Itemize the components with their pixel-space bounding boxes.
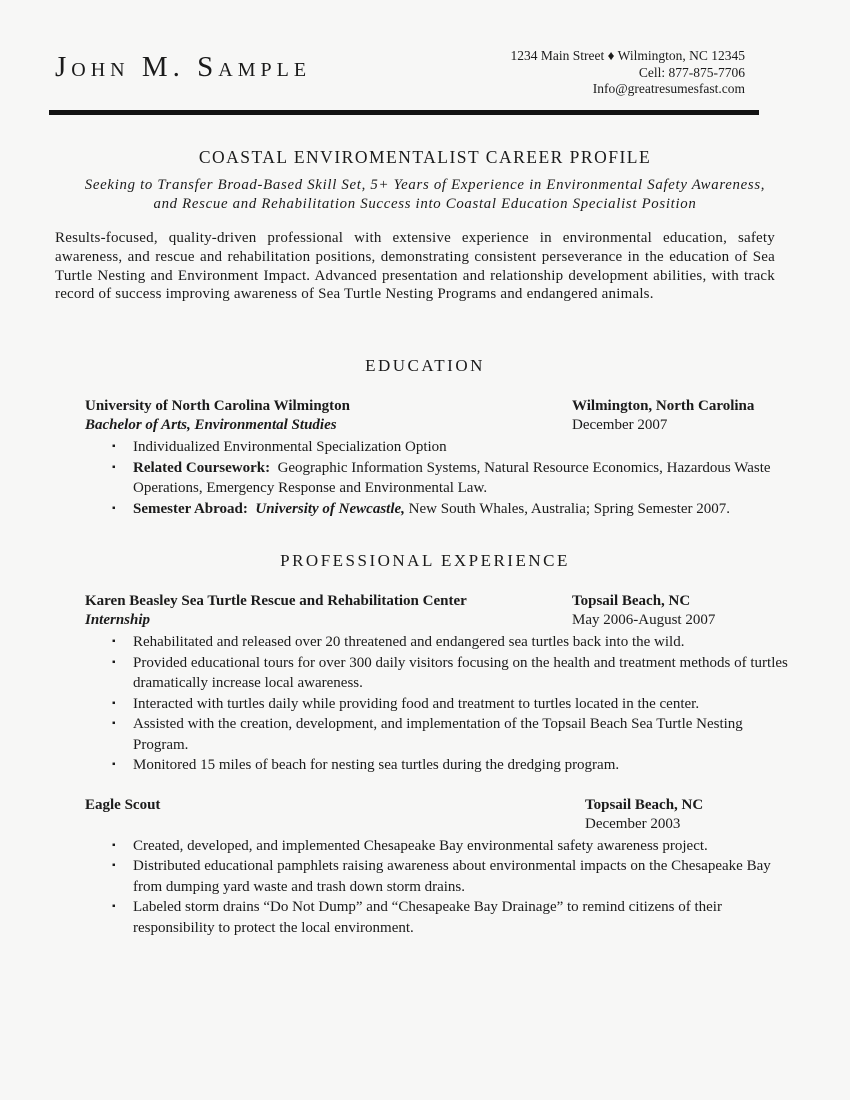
experience-date: May 2006-August 2007	[572, 612, 716, 629]
bullet-item: ▪ Rehabilitated and released over 20 threatened and endangered sea turtles back into the wild.	[110, 632, 800, 653]
contact-address: 1234 Main Street ♦ Wilmington, NC 12345	[510, 48, 745, 63]
contact-block	[511, 48, 759, 98]
experience-bullet-list	[110, 836, 800, 939]
education-bullet-list	[110, 437, 800, 519]
contact-phone: Cell: 877-875-7706	[638, 64, 745, 80]
square-bullet-icon: ▪	[112, 697, 116, 709]
profile-summary: Results-focused, quality-driven professional with extensive experience in environmental education, safety awareness, and rescue and rehabilitation positions, demonstrating consistent perseverance in the education of Sea Turtle Nesting and Environment Impact. Advanced presentation and relationship development abilities, with track record of success improving awareness of Sea Turtle Nesting Programs and endangered animals.	[55, 230, 775, 303]
header-rule	[49, 110, 759, 115]
institution-name: University of North Carolina Wilmington	[85, 398, 351, 415]
experience-entry-left	[55, 796, 585, 834]
bullet-item: ▪ Assisted with the creation, development, and implementation of the Topsail Beach Sea Turtle Nesting Program.	[112, 716, 743, 753]
bullet-item: ▪ Semester Abroad: University of Newcastle, New South Whales, Australia; Spring Semester 2007.	[110, 499, 800, 520]
experience-entry-right	[585, 796, 795, 834]
bullet-item: ▪ Provided educational tours for over 300 daily visitors focusing on the health and treatment methods of turtles dramatically increase local awareness.	[112, 654, 788, 692]
institution-location: Wilmington, North Carolina	[572, 398, 755, 415]
education-entry-left	[55, 397, 572, 435]
education-date: December 2007	[572, 417, 668, 434]
organization-location: Topsail Beach, NC	[572, 593, 691, 610]
bullet-item: ▪ Distributed educational pamphlets raising awareness about environmental impacts on the Chesapeake Bay from dumping yard waste and trash down storm drains.	[112, 858, 771, 895]
experience-bullet-list	[110, 632, 800, 776]
education-heading: EDUCATION	[365, 356, 485, 376]
square-bullet-icon: ▪	[112, 636, 116, 648]
experience-entry-head	[55, 592, 795, 630]
experience-entry-internship	[55, 592, 795, 776]
bullet-item: ▪ Created, developed, and implemented Chesapeake Bay environmental safety awareness project.	[110, 836, 800, 857]
square-bullet-icon: ▪	[112, 441, 116, 453]
education-entry-right	[572, 397, 795, 435]
square-bullet-icon: ▪	[112, 860, 116, 872]
education-entry	[55, 397, 795, 519]
square-bullet-icon: ▪	[112, 839, 116, 851]
person-name: John M. Sample	[55, 51, 312, 83]
bullet-item: ▪ Labeled storm drains “Do Not Dump” and “Chesapeake Bay Drainage” to remind citizens of their responsibility to protect the local environment.	[112, 899, 722, 936]
square-bullet-icon: ▪	[112, 656, 116, 668]
role-name: Internship	[85, 612, 151, 629]
bullet-item: ▪ Related Coursework: Geographic Information Systems, Natural Resource Economics, Hazardous Waste Operations, Emergency Response and Environmental Law.	[112, 459, 771, 497]
square-bullet-icon: ▪	[112, 759, 116, 771]
experience-date: December 2003	[585, 815, 681, 832]
degree-name: Bachelor of Arts, Environmental Studies	[85, 417, 337, 434]
bullet-item: ▪ Individualized Environmental Specialization Option	[110, 437, 800, 458]
square-bullet-icon: ▪	[112, 461, 116, 473]
experience-entry-left	[55, 592, 572, 630]
contact-email: Info@greatresumesfast.com	[592, 81, 745, 96]
bullet-item: ▪ Interacted with turtles daily while providing food and treatment to turtles located in the center.	[110, 694, 800, 715]
organization-name: Karen Beasley Sea Turtle Rescue and Rehabilitation Center	[85, 593, 467, 610]
square-bullet-icon: ▪	[112, 502, 116, 514]
education-entry-head	[55, 397, 795, 435]
profile-heading: COASTAL ENVIROMENTALIST CAREER PROFILE	[198, 147, 652, 167]
organization-location: Topsail Beach, NC	[585, 796, 704, 813]
profile-tagline: Seeking to Transfer Broad-Based Skill Set, 5+ Years of Experience in Environmental Safety Awareness, and Rescue and Rehabilitation Success into Coastal Education Specialist Position	[84, 177, 766, 212]
organization-name: Eagle Scout	[85, 796, 161, 813]
experience-entry-right	[572, 592, 795, 630]
square-bullet-icon: ▪	[112, 718, 116, 730]
experience-entry-head	[55, 796, 795, 834]
bullet-item: ▪ Monitored 15 miles of beach for nesting sea turtles during the dredging program.	[110, 755, 800, 776]
header	[49, 46, 759, 98]
experience-heading: PROFESSIONAL EXPERIENCE	[280, 551, 570, 571]
square-bullet-icon: ▪	[112, 901, 116, 913]
experience-entry-eagle-scout	[55, 796, 795, 939]
